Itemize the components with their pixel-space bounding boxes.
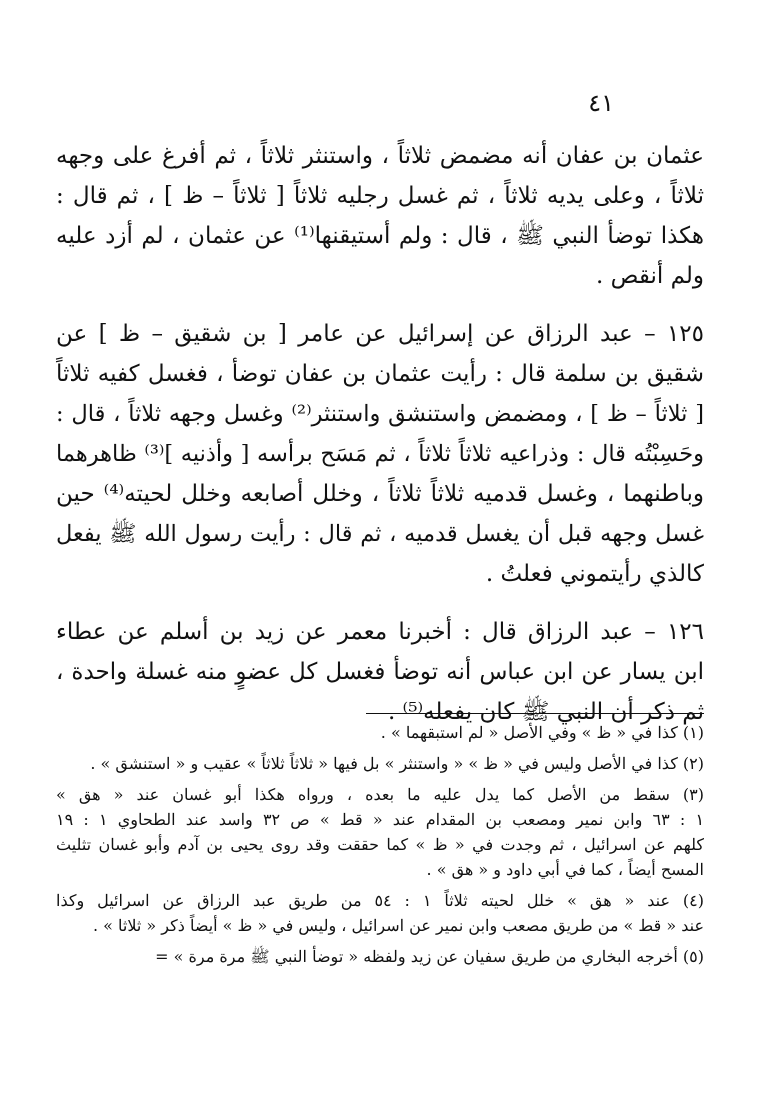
footnote-divider: [366, 713, 704, 714]
text-line: ١٢٦ – عبد الرزاق قال : أخبرنا معمر عن زيد بن أسلم عن عطاء: [56, 619, 704, 645]
text-line: هكذا توضأ النبي ﷺ ، قال : ولم أستيقنها⁽¹⁾ عن عثمان ، لم أزد عليه: [56, 223, 704, 249]
text-line: ثم ذكر أن النبي ﷺ كان يفعله⁽⁵⁾ .: [387, 699, 704, 725]
page-number: ٤١: [588, 89, 614, 117]
text-line: ابن يسار عن ابن عباس أنه توضأ فغسل كل عضوٍ منه غسلة واحدة ،: [56, 659, 704, 685]
footnote-2: [56, 751, 704, 776]
text-line: ١٢٥ – عبد الرزاق عن إسرائيل عن عامر [ بن شقيق – ظ ] عن: [56, 321, 704, 347]
footnote-line: (١) كذا في « ظ » وفي الأصل « لم استبقهما » .: [380, 723, 704, 742]
paragraph-hadith-126: [56, 612, 704, 732]
footnote-line: المسح أيضاً ، كما في أبي داود و « هق » .: [426, 860, 704, 879]
paragraph-intro: [56, 136, 704, 296]
text-line: وباطنهما ، وغسل قدميه ثلاثاً ثلاثاً ، وخلل أصابعه وخلل لحيته⁽⁴⁾ حين: [56, 481, 704, 507]
paragraph-hadith-125: [56, 314, 704, 594]
footnote-line: كلهم عن اسرائيل ، ثم وجدت في « ظ » كما حققت وقد روى يحيى بن آدم وأبو غسان تثليث: [56, 835, 704, 854]
footnotes: [56, 720, 704, 969]
text-line: شقيق بن سلمة قال : رأيت عثمان بن عفان توضأ ، فغسل كفيه ثلاثاً: [56, 361, 704, 387]
footnote-line: عند « قط » من طريق مصعب وابن نمير عن اسرائيل ، وليس في « ظ » أيضاً ذكر « ثلاثا » .: [92, 916, 704, 935]
footnote-line: ١ : ٦٣ وابن نمير ومصعب بن المقدام عند « قط » ص ٣٢ واسد عند الطحاوي ١ : ١٩: [56, 810, 705, 829]
text-line: [ ثلاثاً – ظ ] ، ومضمض واستنشق واستنثر⁽²⁾ وغسل وجهه ثلاثاً ، قال :: [56, 401, 704, 427]
text-line: ولم أنقص .: [596, 263, 704, 289]
text-line: عثمان بن عفان أنه مضمض ثلاثاً ، واستنثر ثلاثاً ، ثم أفرغ على وجهه: [56, 143, 704, 169]
text-line: وحَسِبْتُه قال : وذراعيه ثلاثاً ثلاثاً ، ثم مَسَح برأسه [ وأذنيه ]⁽³⁾ ظاهرهما: [56, 441, 704, 467]
text-line: كالذي رأيتموني فعلتُ .: [485, 561, 704, 587]
footnote-line: (٢) كذا في الأصل وليس في « ظ » « واستنثر » بل فيها « ثلاثاً ثلاثاً » عقيب و « استنشق » .: [90, 754, 704, 773]
footnote-1: [56, 720, 704, 745]
text-line: ثلاثاً ، وعلى يديه ثلاثاً ، ثم غسل رجليه ثلاثاً [ ثلاثاً – ظ ] ، ثم قال :: [56, 183, 704, 209]
main-text: [56, 136, 704, 732]
footnote-line: (٣) سقط من الأصل كما يدل عليه ما بعده ، ورواه هكذا أبو غسان عند « هق »: [56, 785, 704, 804]
footnote-line: (٤) عند « هق » خلل لحيته ثلاثاً ١ : ٥٤ من طريق عبد الرزاق عن اسرائيل وكذا: [56, 891, 705, 910]
footnote-5: [56, 944, 704, 969]
footnote-3: [56, 782, 704, 882]
footnote-line: (٥) أخرجه البخاري من طريق سفيان عن زيد ولفظه « توضأ النبي ﷺ مرة مرة » =: [155, 947, 704, 966]
text-line: غسل وجهه قبل أن يغسل قدميه ، ثم قال : رأيت رسول الله ﷺ يفعل: [56, 521, 704, 547]
footnote-4: [56, 888, 704, 938]
